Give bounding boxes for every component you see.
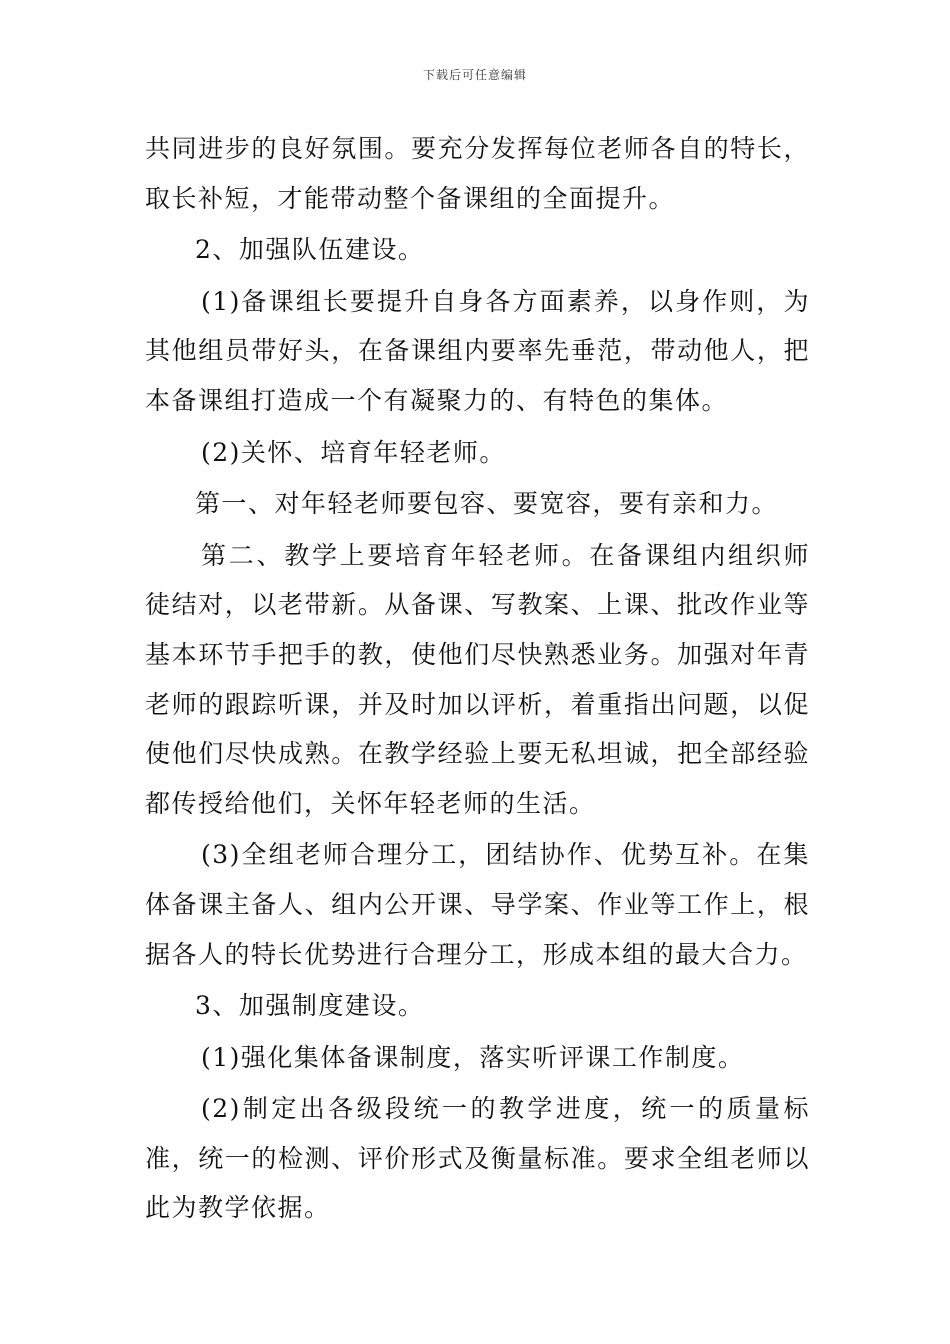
paragraph-7: (3)全组老师合理分工，团结协作、优势互补。在集体备课主备人、组内公开课、导学案、作业等工作上，根据各人的特长优势进行合理分工，形成本组的最大合力。 <box>145 840 810 969</box>
paragraph-3: (1)备课组长要提升自身各方面素养，以身作则，为其他组员带好头，在备课组内要率先垂范，带动他人，把本备课组打造成一个有凝聚力的、有特色的集体。 <box>145 286 810 415</box>
paragraph-6: 第二、教学上要培育年轻老师。在备课组内组织师徒结对，以老带新。从备课、写教案、上课、批改作业等基本环节手把手的教，使他们尽快熟悉业务。加强对年青老师的跟踪听课，并及时加以评析，着重指出问题，以促使他们尽快成熟。在教学经验上要无私坦诚，把全部经验都传授给他们，关怀年轻老师的生活。 <box>145 540 810 818</box>
paragraph-1: 共同进步的良好氛围。要充分发挥每位老师各自的特长，取长补短，才能带动整个备课组的全面提升。 <box>145 134 810 213</box>
document-body <box>145 124 810 1235</box>
paragraph-10: (2)制定出各级段统一的教学进度，统一的质量标准，统一的检测、评价形式及衡量标准。要求全组老师以此为教学依据。 <box>145 1094 810 1223</box>
paragraph-4: (2)关怀、培育年轻老师。 <box>201 437 506 467</box>
paragraph-5: 第一、对年轻老师要包容、要宽容，要有亲和力。 <box>195 489 779 519</box>
paragraph-8: 3、加强制度建设。 <box>195 991 425 1021</box>
page-header: 下载后可任意编辑 <box>422 68 527 82</box>
paragraph-9: (1)强化集体备课制度，落实听评课工作制度。 <box>201 1042 745 1072</box>
paragraph-2: 2、加强队伍建设。 <box>195 235 425 265</box>
